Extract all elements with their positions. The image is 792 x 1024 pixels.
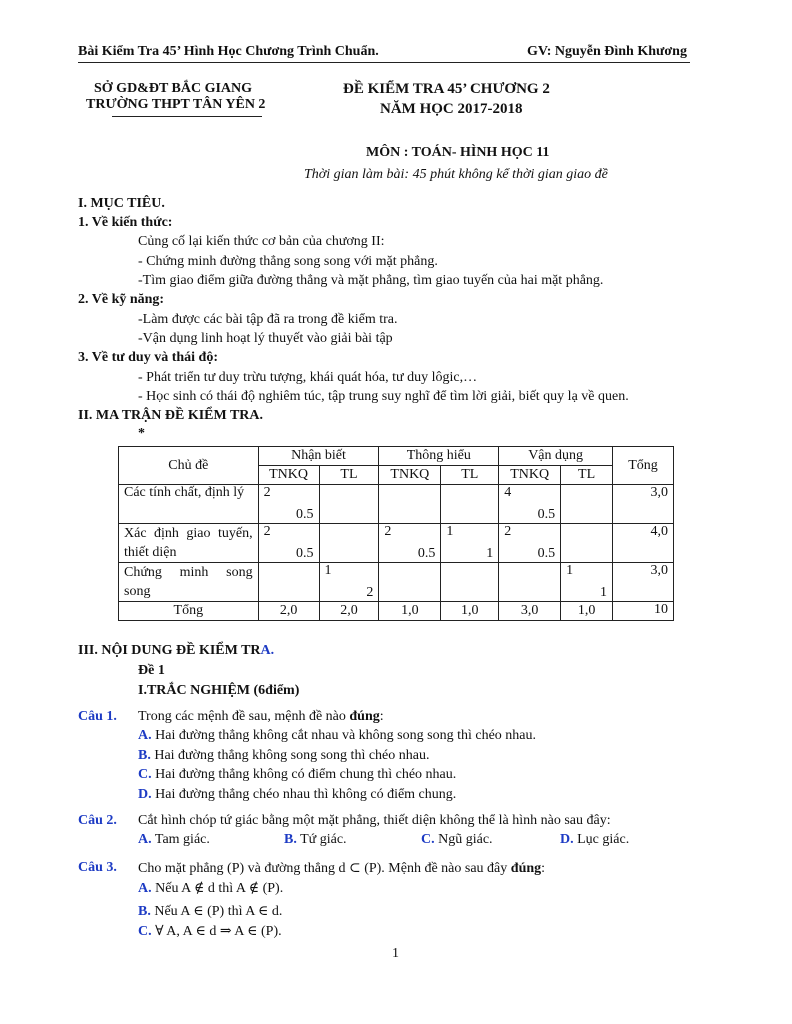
answer-option: C. Hai đường thẳng không có điểm chung thì chéo nhau. bbox=[138, 767, 457, 782]
exam-time: Thời gian làm bài: 45 phút không kể thời gian giao đề bbox=[304, 167, 608, 182]
question-stem: Cắt hình chóp tứ giác bằng một mặt phẳng, thiết diện không thể là hình nào sau đây: bbox=[138, 813, 611, 828]
col-topic-header: Chủ đề bbox=[119, 447, 259, 485]
group-header-apply: Vận dụng bbox=[499, 447, 613, 466]
school-line2: TRƯỜNG THPT TÂN YÊN 2 bbox=[86, 97, 266, 112]
exam-title1: ĐỀ KIỂM TRA 45’ CHƯƠNG 2 bbox=[343, 81, 550, 97]
sum-cell: 2,0 bbox=[258, 602, 319, 621]
row-total: 4,0 bbox=[613, 524, 674, 563]
header-rule bbox=[78, 62, 690, 63]
attitude-heading: 3. Về tư duy và thái độ: bbox=[78, 350, 218, 365]
cell-score: 0.5 bbox=[296, 507, 314, 522]
exam-title2: NĂM HỌC 2017-2018 bbox=[380, 101, 523, 117]
section2-star: * bbox=[138, 426, 145, 441]
knowledge-heading: 1. Về kiến thức: bbox=[78, 215, 173, 230]
skills-line: -Vận dụng linh hoạt lý thuyết vào giải bài tập bbox=[138, 331, 393, 346]
cell-count: 1 bbox=[566, 563, 574, 578]
answer-option: D. Lục giác. bbox=[560, 832, 630, 847]
answer-option: B. Hai đường thẳng không song song thì chéo nhau. bbox=[138, 748, 430, 763]
answer-option: B. Tứ giác. bbox=[284, 832, 347, 847]
row-total: 3,0 bbox=[613, 563, 674, 602]
exam-matrix-table bbox=[118, 446, 674, 621]
cell-count: 2 bbox=[504, 524, 512, 539]
cell-score: 1 bbox=[600, 585, 608, 600]
exam-subject: MÔN : TOÁN- HÌNH HỌC 11 bbox=[366, 145, 550, 160]
knowledge-line: - Chứng minh đường thẳng song song với mặt phẳng. bbox=[138, 254, 438, 269]
sub-header: TL bbox=[441, 466, 499, 485]
sum-cell: 1,0 bbox=[441, 602, 499, 621]
table-row bbox=[119, 485, 674, 524]
cell-count: 1 bbox=[446, 524, 454, 539]
answer-option: A. Nếu A ∉ d thì A ∉ (P). bbox=[138, 881, 284, 896]
cell-score: 1 bbox=[486, 546, 494, 561]
answer-option: A. Hai đường thẳng không cắt nhau và không song song thì chéo nhau. bbox=[138, 728, 536, 743]
cell-count: 2 bbox=[384, 524, 392, 539]
sub-header: TNKQ bbox=[499, 466, 561, 485]
cell-score: 2 bbox=[366, 585, 374, 600]
row-topic: Xác định giao tuyến, thiết diện bbox=[119, 524, 259, 563]
table-row-total bbox=[119, 602, 674, 621]
sum-cell: 1,0 bbox=[561, 602, 613, 621]
attitude-line: - Phát triển tư duy trừu tượng, khái quát hóa, tư duy lôgic,… bbox=[138, 370, 478, 385]
question-label: Câu 1. bbox=[78, 709, 117, 724]
question-stem: Trong các mệnh đề sau, mệnh đề nào đúng: bbox=[138, 709, 384, 724]
row-total: 3,0 bbox=[613, 485, 674, 524]
sum-cell: 1,0 bbox=[379, 602, 441, 621]
sub-header: TNKQ bbox=[258, 466, 319, 485]
knowledge-line: -Tìm giao điểm giữa đường thẳng và mặt phẳng, tìm giao tuyến của hai mặt phẳng. bbox=[138, 273, 604, 288]
exam-variant: Đề 1 bbox=[138, 663, 165, 678]
question-label: Câu 2. bbox=[78, 813, 117, 828]
cell-score: 0.5 bbox=[296, 546, 314, 561]
cell-count: 1 bbox=[324, 563, 332, 578]
group-header-understand: Thông hiểu bbox=[379, 447, 499, 466]
row-topic: Các tính chất, định lý bbox=[119, 485, 259, 524]
header-left: Bài Kiểm Tra 45’ Hình Học Chương Trình Chuẩn. bbox=[78, 44, 379, 59]
sub-header: TL bbox=[561, 466, 613, 485]
question-stem: Cho mặt phẳng (P) và đường thẳng d ⊂ (P). Mệnh đề nào sau đây đúng: bbox=[138, 861, 546, 876]
table-row bbox=[119, 524, 674, 563]
sub-header: TL bbox=[319, 466, 379, 485]
section3-title: III. NỘI DUNG ĐỀ KIỂM TRA. bbox=[78, 643, 275, 658]
header-right: GV: Nguyễn Đình Khương bbox=[527, 44, 687, 59]
answer-option: A. Tam giác. bbox=[138, 832, 210, 847]
sum-label: Tổng bbox=[119, 602, 259, 621]
part-title: I.TRẮC NGHIỆM (6điểm) bbox=[138, 683, 300, 698]
sub-header: TNKQ bbox=[379, 466, 441, 485]
cell-count: 2 bbox=[263, 485, 271, 500]
school-line1: SỞ GD&ĐT BẮC GIANG bbox=[94, 81, 253, 96]
cell-count: 4 bbox=[504, 485, 512, 500]
table-row bbox=[119, 563, 674, 602]
sum-cell: 2,0 bbox=[319, 602, 379, 621]
group-header-recognize: Nhận biết bbox=[258, 447, 379, 466]
school-underline bbox=[112, 116, 262, 117]
cell-score: 0.5 bbox=[537, 507, 556, 522]
attitude-line: - Học sinh có thái độ nghiêm túc, tập trung suy nghĩ để tìm lời giải, biết quy lạ về quen. bbox=[138, 389, 629, 404]
section2-title: II. MA TRẬN ĐỀ KIỂM TRA. bbox=[78, 408, 264, 423]
answer-option: B. Nếu A ∈ (P) thì A ∈ d. bbox=[138, 904, 283, 919]
skills-line: -Làm được các bài tập đã ra trong đề kiểm tra. bbox=[138, 312, 398, 327]
sum-cell: 3,0 bbox=[499, 602, 561, 621]
col-total-header: Tổng bbox=[613, 447, 674, 485]
answer-option: C. ∀ A, A ∈ d ⇒ A ∈ (P). bbox=[138, 924, 282, 939]
sum-total: 10 bbox=[613, 602, 674, 621]
page-number: 1 bbox=[392, 946, 399, 961]
answer-option: C. Ngũ giác. bbox=[421, 832, 493, 847]
section1-title: I. MỤC TIÊU. bbox=[78, 196, 165, 211]
row-topic: Chứng minh song song bbox=[119, 563, 259, 602]
cell-score: 0.5 bbox=[417, 546, 436, 561]
knowledge-line: Củng cố lại kiến thức cơ bản của chương II: bbox=[138, 234, 385, 249]
cell-count: 2 bbox=[263, 524, 271, 539]
cell-score: 0.5 bbox=[537, 546, 556, 561]
question-label: Câu 3. bbox=[78, 860, 117, 875]
skills-heading: 2. Về kỹ năng: bbox=[78, 292, 165, 307]
answer-option: D. Hai đường thẳng chéo nhau thì không có điểm chung. bbox=[138, 787, 457, 802]
